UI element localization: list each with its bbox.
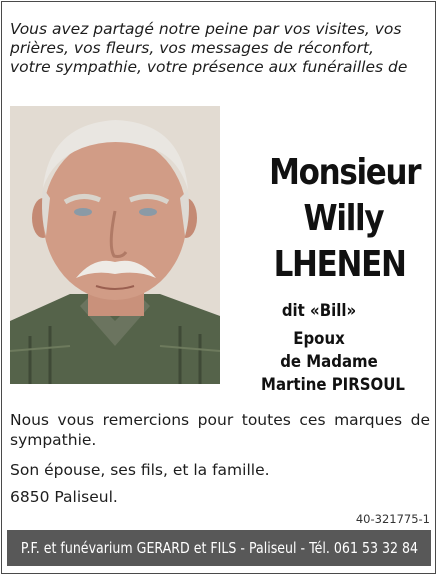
spouse-line-1: Epoux [293, 329, 345, 349]
intro-line-3: votre sympathie, votre présence aux funérailles de [10, 58, 408, 76]
thanks-text: Nous vous remercions pour toutes ces marques de sympathie. [10, 411, 430, 449]
intro-line-1: Vous avez partagé notre peine par vos visites, vos [10, 20, 402, 38]
deceased-title: Monsieur [269, 152, 421, 193]
funeral-home-text: P.F. et funévarium GERARD et FILS - Paliseul - Tél. 061 53 32 84 [20, 539, 418, 557]
deceased-last-name: LHENEN [273, 244, 406, 285]
city-line: 6850 Paliseul. [10, 488, 118, 506]
family-signature: Son épouse, ses fils, et la famille. [10, 461, 270, 479]
spouse-line-3: Martine PIRSOUL [261, 375, 405, 395]
intro-text [10, 20, 430, 77]
reference-number: 40-321775-1 [355, 512, 430, 526]
intro-line-2: prières, vos fleurs, vos messages de réconfort, [10, 39, 374, 57]
spouse-line-2: de Madame [280, 352, 378, 372]
deceased-name-block [226, 150, 434, 288]
portrait-photo [10, 106, 220, 384]
deceased-first-name: Willy [303, 198, 384, 239]
deceased-nickname: dit «Bill» [281, 301, 357, 321]
funeral-home-banner [7, 530, 431, 566]
